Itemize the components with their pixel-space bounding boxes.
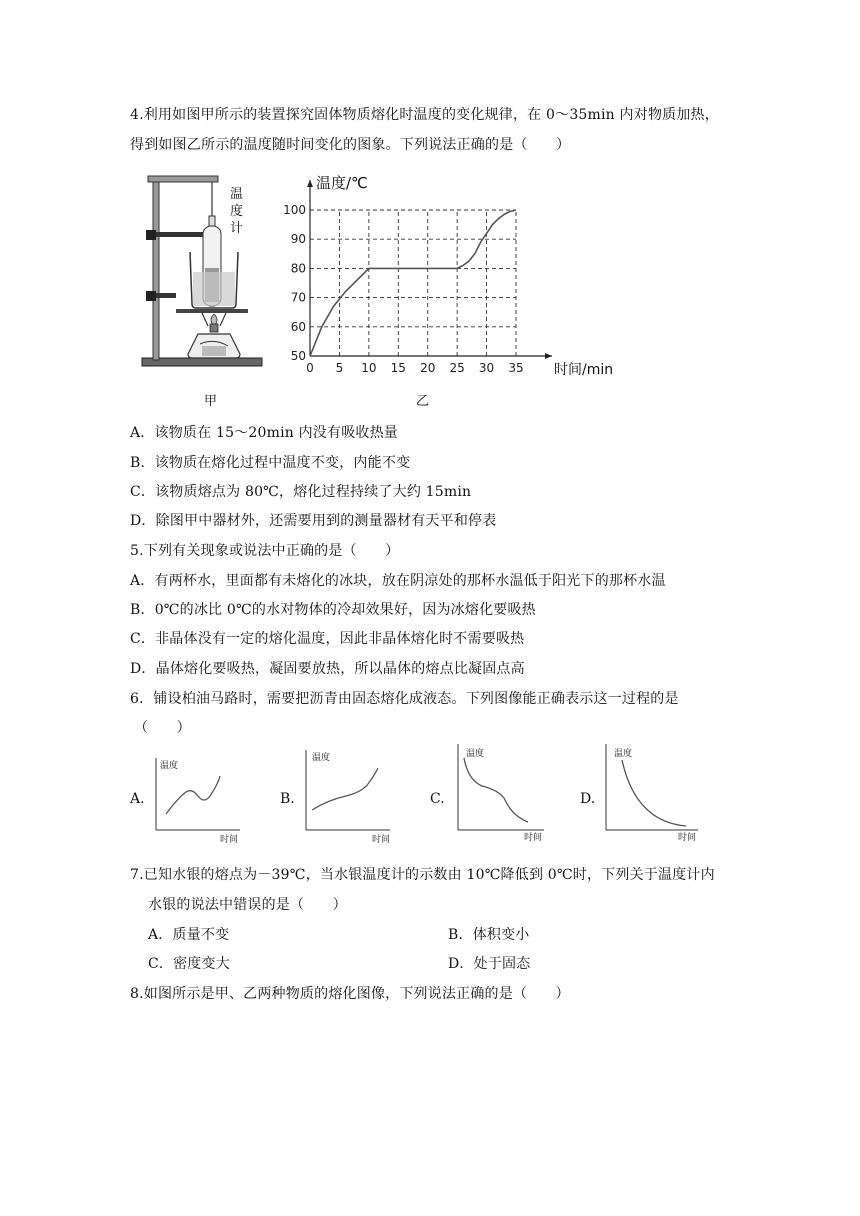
q7-option-b: B．体积变小 [448,927,530,943]
y-tick-label: 70 [290,290,306,305]
q4-stem-line2: 得到如图乙所示的温度随时间变化的图象。下列说法正确的是（ ） [130,137,571,153]
q6-graph-b-xlabel: 时间 [372,835,391,845]
q7-option-d: D．处于固态 [448,956,531,972]
q4-option-d: D．除图甲中器材外，还需要用到的测量器材有天平和停表 [130,513,497,529]
q4-stem-line1: 4.利用如图甲所示的装置探究固体物质熔化时温度的变化规律，在 0～35min 内对物质加热， [130,107,719,123]
x-tick-label: 35 [508,361,524,375]
q5-stem: 5.下列有关现象或说法中正确的是（ ） [130,543,400,559]
q5-option-b: B．0℃的冰比 0℃的水对物体的冷却效果好，因为冰熔化要吸热 [130,602,536,618]
x-tick-label: 0 [306,361,314,375]
q5-option-d: D．晶体熔化要吸热，凝固要放热，所以晶体的熔点比凝固点高 [130,661,525,677]
q5-option-c: C．非晶体没有一定的熔化温度，因此非晶体熔化时不需要吸热 [130,631,525,647]
x-tick-label: 25 [449,361,465,375]
q8-stem: 8.如图所示是甲、乙两种物质的熔化图像，下列说法正确的是（ ） [130,986,570,1002]
q6-graph-c-xlabel: 时间 [524,833,543,843]
x-tick-label: 10 [361,361,377,375]
thermometer-label [230,186,243,237]
x-tick-label: 20 [420,361,436,375]
apparatus-figure [136,168,276,373]
y-tick-label: 60 [290,319,306,334]
q6-graph-a-letter: A. [130,791,145,807]
q6-graph-c [452,740,552,843]
q6-graph-a-ylabel: 温度 [160,761,179,771]
apparatus-caption: 甲 [204,394,218,409]
x-axis-title: 时间/min [554,362,614,378]
q6-graph-c-letter: C. [430,791,445,807]
q4-option-b: B．该物质在熔化过程中温度不变，内能不变 [130,455,411,471]
y-axis-title: 温度/℃ [316,174,368,192]
q6-stem-line1: 6．铺设柏油马路时，需要把沥青由固态熔化成液态。下列图像能正确表示这一过程的是 [130,691,679,707]
q7-option-c: C．密度变大 [148,956,230,972]
graph-caption: 乙 [416,394,430,409]
y-tick-label: 100 [283,203,306,217]
q6-graph-d-letter: D. [580,791,596,807]
q7-stem-line2: 水银的说法中错误的是（ ） [148,897,347,913]
y-tick-label: 50 [290,349,306,363]
q4-option-a: A．该物质在 15～20min 内没有吸收热量 [130,425,399,441]
q6-graph-d-ylabel: 温度 [614,749,633,759]
q6-graph-d-xlabel: 时间 [678,833,697,843]
x-tick-label: 15 [390,361,406,375]
q6-graph-c-ylabel: 温度 [466,749,485,759]
q6-graph-b-ylabel: 温度 [312,753,331,763]
thermometer-label-char: 计 [230,221,244,236]
temperature-time-chart [283,168,626,383]
x-tick-label: 30 [478,361,495,375]
temperature-series-line [310,210,516,356]
q6-graph-a-xlabel: 时间 [220,835,239,845]
y-axis-arrow [307,180,313,187]
y-tick-label: 80 [290,261,306,276]
thermometer-label-char: 度 [230,204,244,219]
q7-option-a: A．质量不变 [148,927,230,943]
q7-stem-line1: 7.已知水银的熔点为－39℃，当水银温度计的示数由 10℃降低到 0℃时，下列关于温度计内 [130,867,715,883]
q4-option-c: C．该物质熔点为 80℃，熔化过程持续了大约 15min [130,484,472,500]
q6-stem-line2: （ ） [134,720,191,736]
q6-graph-a [150,752,250,844]
x-tick-label: 5 [335,361,344,375]
thermometer-label-char: 温 [230,187,244,202]
q6-graph-d [600,740,708,843]
q5-option-a: A．有两杯水，里面都有未熔化的冰块，放在阴凉处的那杯水温低于阳光下的那杯水温 [130,573,666,589]
x-axis-arrow [545,353,552,359]
q6-graph-b [300,744,400,844]
y-tick-label: 90 [290,232,306,247]
q6-graph-b-letter: B. [280,791,295,807]
